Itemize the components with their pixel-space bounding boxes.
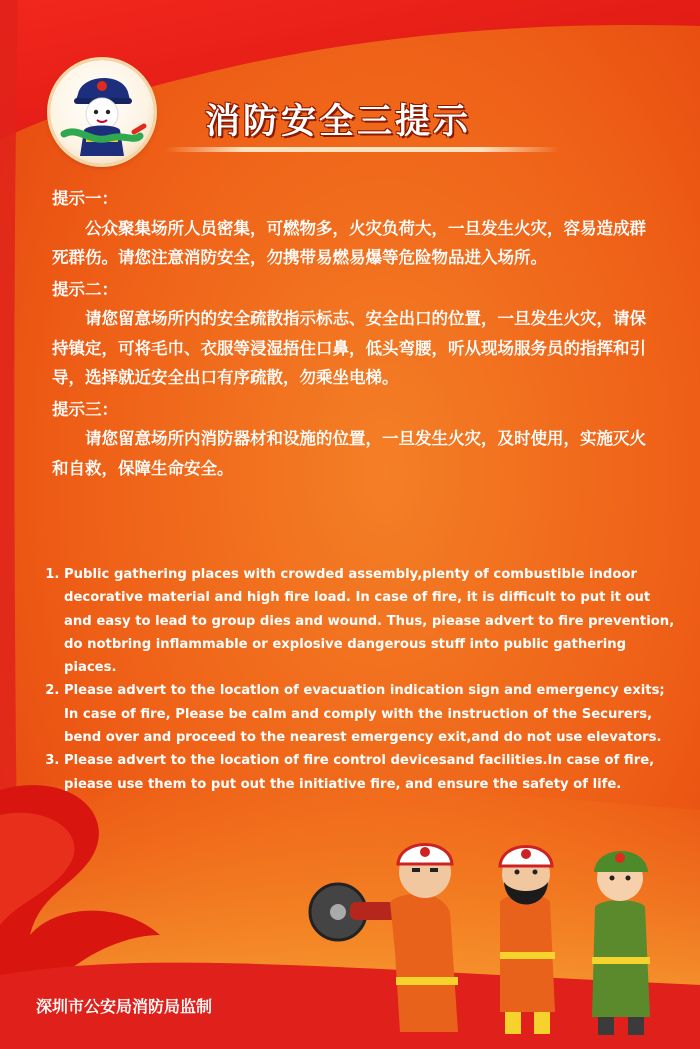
green-uniform-firefighter-icon [592,851,650,1035]
title-underline [165,147,560,152]
chinese-tips [52,184,658,485]
tip-2-label: 提示二： [52,279,118,299]
cartoon-firefighters-icon [300,832,670,1037]
english-tip-1: 1. Public gathering places with crowded assembly,plenty of combustible indoor decorative material and high fire load. In case of fire, it is difficult to put it out and easy to lead to group dies and wound. Thus, piease advert to fire prevention, do notbring inflammable or explosive dangerous stuff into public gathering piaces. [64,563,682,679]
firefighter-mascot-icon [50,60,154,164]
tip-2-body: 请您留意场所内的安全疏散指示标志、安全出口的位置，一旦发生火灾，请保持镇定，可将毛巾、衣服等浸湿捂住口鼻，低头弯腰，听从现场服务员的指挥和引导，选择就近安全出口有序疏散，勿乘坐电梯。 [52,309,646,387]
bearded-firefighter-icon [500,847,555,1035]
poster-title: 消防安全三提示 [205,102,472,142]
tip-3-label: 提示三： [52,399,118,419]
english-tip-2: 2. Please advert to the locatlon of evacuation indication sign and emergency exits; In case of fire, Please be calm and comply with the instruction of the Securers, bend over and proceed to the nearest emergency exit,and do not use elevators. [64,679,682,749]
english-tip-3: 3. Please advert to the location of fire control devicesand facilities.In case of fire, piease use them to put out the initiative fire, and ensure the safety of life. [64,749,682,796]
tip-3-body: 请您留意场所内消防器材和设施的位置，一旦发生火灾，及时使用，实施灭火和自救，保障生命安全。 [52,429,646,478]
footer-issuer: 深圳市公安局消防局监制 [36,997,213,1016]
tip-1-body: 公众聚集场所人员密集，可燃物多，火灾负荷大，一旦发生火灾，容易造成群死群伤。请您注意消防安全，勿携带易燃易爆等危险物品进入场所。 [52,218,646,267]
tip-1-label: 提示一： [52,189,118,208]
english-tips [44,563,682,796]
firefighter-with-saw-icon [310,845,458,1033]
